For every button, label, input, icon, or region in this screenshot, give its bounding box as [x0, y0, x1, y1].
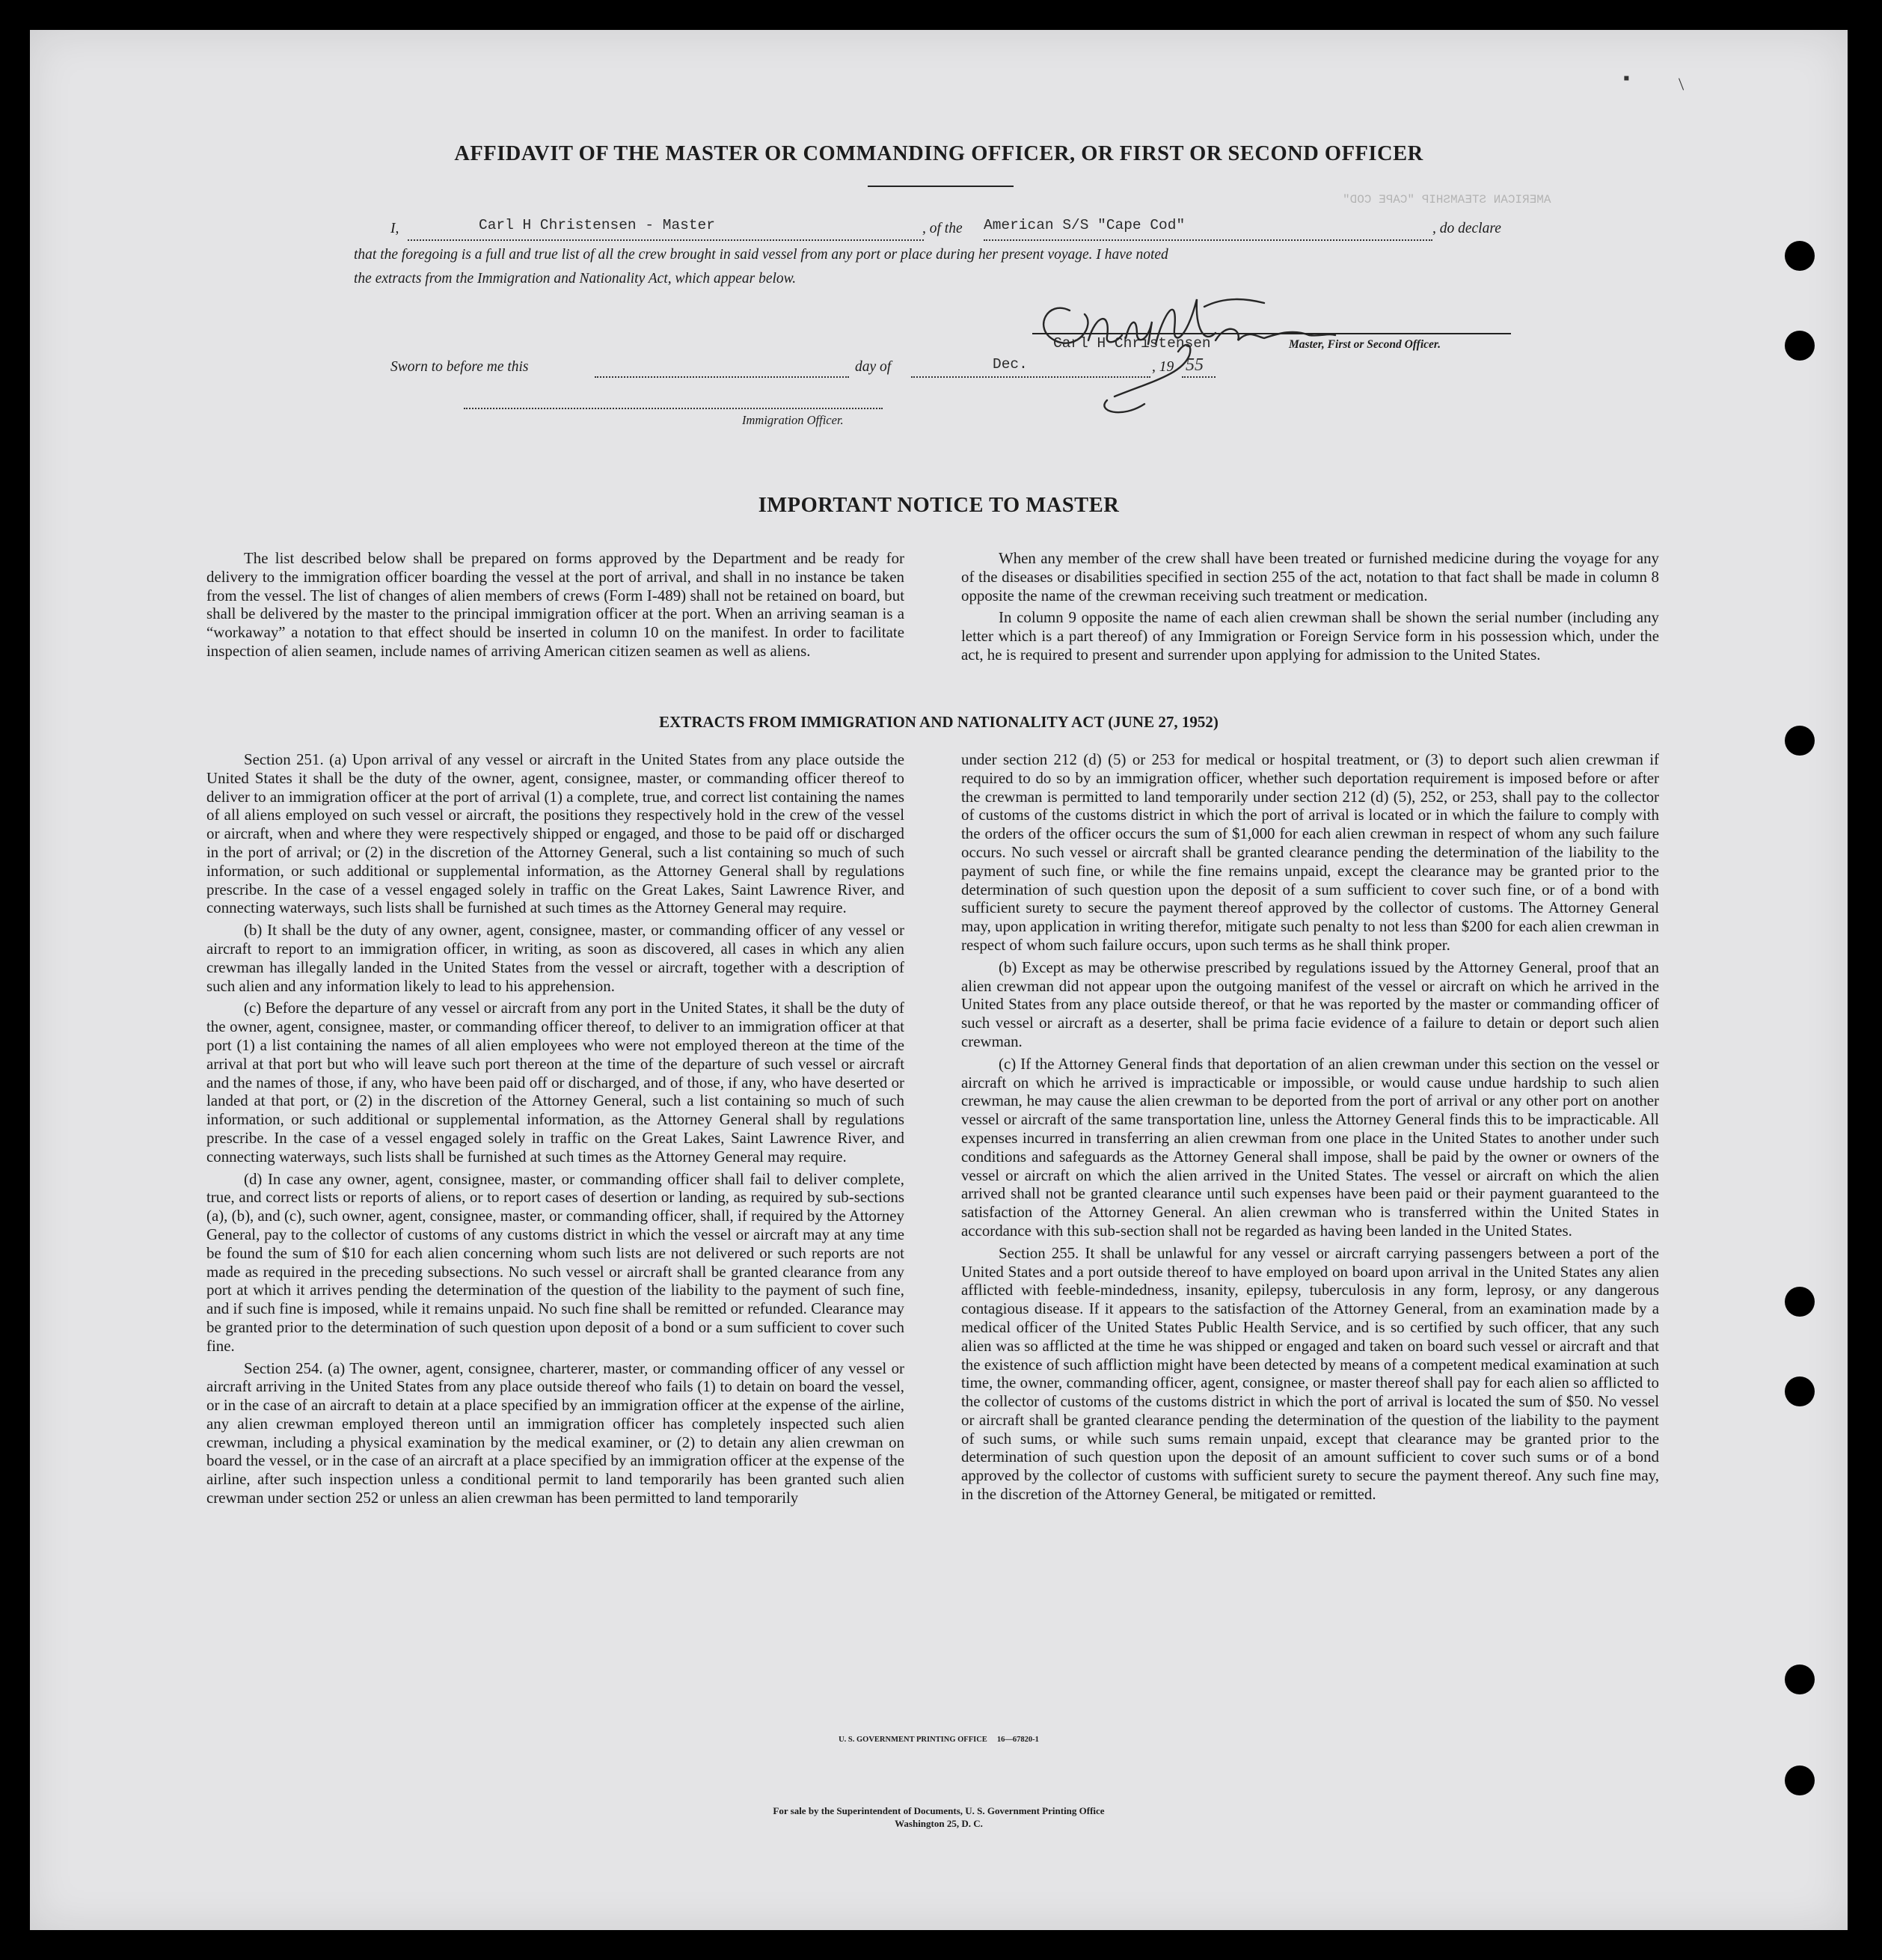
binder-hole-icon: [1785, 1765, 1815, 1795]
binder-hole-icon: [1785, 1665, 1815, 1694]
notice-left-paragraph: The list described below shall be prepared on forms approved by the Department and be ready for delivery to the immigration officer boarding the vessel at the port of arrival, and shall in no instance be taken from the vessel. The list of changes of alien members of crews (Form I-489) shall not be retained on board, but shall be delivered by the master to the principal immigration officer at the port. When an arriving seaman is a “workaway” a notation to that effect should be inserted in column 10 on the manifest. In order to facilitate inspection of alien seamen, include names of arriving American citizen seamen as well as aliens.: [206, 549, 904, 660]
sworn-day-underline: [595, 376, 849, 378]
immigration-officer-line: [464, 408, 883, 409]
notice-right-column: [961, 549, 1659, 668]
year-prefix: , 19: [1152, 359, 1174, 375]
notice-right-paragraph-2: In column 9 opposite the name of each alien crewman shall be shown the serial number (including any letter which is a part thereof) of any Immigration or Foreign Service form in his possession which, under the act, he is required to present and surrender upon applying for admission to the United States.: [961, 608, 1659, 664]
for-sale-line-1: For sale by the Superintendent of Documents, U. S. Government Printing Office: [773, 1805, 1105, 1816]
section-255: Section 255. It shall be unlawful for any vessel or aircraft carrying passengers between a port of the United States and a port outside thereof to have employed on board upon arrival in the United States any alien afflicted with feeble-mindedness, insanity, epilepsy, tuberculosis in any form, leprosy, or any dangerous contagious disease. If it appears to the satisfaction of the Attorney General, from an examination made by a medical officer of the United States Public Health Service, and is so certified by such officer, that any such alien was so afflicted at the time he was shipped or engaged and taken on board such vessel or aircraft and that the existence of such affliction might have been detected by means of a competent medical examination at such time, the owner, commanding officer, agent, consignee, or master thereof shall pay for each alien so afflicted to the collector of customs of the customs district in which the port of arrival is located the sum of $50. No vessel or aircraft shall be granted clearance pending the determination of the question of the liability to the payment of such sums, or while such sums remain unpaid, except that clearance may be granted prior to the determination of such question upon the deposit of an amount sufficient to cover such sums or of a bond approved by the collector of customs with sufficient surety to secure the payment thereof. Any such fine may, in the discretion of the Attorney General, be mitigated or remitted.: [961, 1243, 1659, 1504]
of-the-label: , of the: [922, 221, 963, 236]
bleed-through-text: AMERICAN STEAMSHIP "CAPE COD": [1343, 193, 1551, 206]
extracts-title: EXTRACTS FROM IMMIGRATION AND NATIONALITY ACT (JUNE 27, 1952): [659, 713, 1219, 731]
month-underline: [911, 376, 1150, 378]
section-254a: Section 254. (a) The owner, agent, consignee, charterer, master, or commanding officer of any vessel or aircraft arriving in the United States from any place outside thereof who fails (1) to detain on board the vessel, or in the case of an aircraft to detain at a place specified by an immigration officer at the expense of the airline, any alien crewman employed thereon until an immigration officer has completely inspected such alien crewman, including a physical examination by the medical examiner, or (2) to detain any alien crewman on board the vessel, or in the case of an aircraft at a place specified by an immigration officer at the expense of the airline, after such inspection unless a conditional permit to land temporarily has been granted such alien crewman under section 252 or unless an alien crewman has been permitted to land temporarily: [206, 1359, 904, 1507]
affidavit-title: AFFIDAVIT OF THE MASTER OR COMMANDING OFFICER, OR FIRST OR SECOND OFFICER: [454, 142, 1423, 165]
officer-name-field: Carl H Christensen - Master: [479, 217, 715, 233]
signature-typed-name: Carl H Christensen: [1053, 335, 1211, 352]
notice-title: IMPORTANT NOTICE TO MASTER: [758, 494, 1120, 517]
for-sale-notice: [30, 1804, 1848, 1830]
section-254c: (c) If the Attorney General finds that deportation of an alien crewman under this section on the vessel or aircraft on which he arrived is impracticable or impossible, or would cause undue hardship to such alien crewman, he may cause the alien crewman to be deported from the port of arrival or any other port on another vessel or aircraft of the same transportation line, unless the Attorney General finds this to be impracticable. All expenses incurred in transferring an alien crewman from one place in the United States to another under such conditions and safeguards as the Attorney General shall impose, shall be paid by the owner or owners of the vessel or aircraft on which the alien arrived in the United States. The vessel or aircraft on which the alien arrived shall not be granted clearance until such expenses have been paid or their payment guaranteed to the satisfaction of the Attorney General. An alien crewman who is transferred within the United States in accordance with this sub-section shall not be regarded as having been landed in the United States.: [961, 1054, 1659, 1240]
section-251d: (d) In case any owner, agent, consignee, master, or commanding officer shall fail to deliver complete, true, and correct lists or reports of aliens, or to report cases of desertion or landing, as required by sub-sections (a), (b), and (c), such owner, agent, consignee, master, or commanding officer, shall, if required by the Attorney General, pay to the collector of customs of any customs district in which the vessel or aircraft may at any time be found the sum of $10 for each alien concerning whom such lists are not delivered or such reports are not made as required in the preceding subsections. No such vessel or aircraft shall be granted clearance from any port at which it arrives pending the determination of the question of the liability to the payment of such fine, and if such fine is imposed, while it remains unpaid. No such fine shall be remitted or refunded. Clearance may be granted prior to the determination of such question upon deposit of a bond or a sum sufficient to cover such fine.: [206, 1169, 904, 1355]
section-251b: (b) It shall be the duty of any owner, agent, consignee, master, or commanding officer of any vessel or aircraft to report to an immigration officer, in writing, as soon as discovered, all cases in which any alien crewman has illegally landed in the United States from the vessel or aircraft, together with a description of such alien and any information likely to lead to his apprehension.: [206, 921, 904, 995]
section-254a-continued: under section 212 (d) (5) or 253 for medical or hospital treatment, or (3) to deport such alien crewman if required to do so by an immigration officer, whether such deportation requirement is imposed before or after the crewman is permitted to land temporarily under section 212 (d) (5), 252, or 253, shall pay to the collector of customs of the customs district in which the port of arrival is located or in which the failure to comply with the orders of the officer occurs the sum of $1,000 for each alien crewman in respect of whom any such failure occurs. No such vessel or aircraft shall be granted clearance pending the determination of the liability to the payment of such fine, or while the fine remains unpaid, except the clearance may be granted prior to the determination of such question upon the deposit of a sum sufficient to cover such fine, or of a bond with sufficient surety to secure the payment thereof approved by the collector of customs. The Attorney General may, upon application in writing therefor, mitigate such penalty to not less than $200 for each alien crewman in respect of whom such failure occurs, upon such terms as he shall think proper.: [961, 750, 1659, 954]
extracts-right-column: [961, 750, 1659, 1507]
binder-hole-icon: [1785, 1287, 1815, 1317]
vessel-underline: [984, 239, 1432, 241]
binder-hole-icon: [1785, 1376, 1815, 1406]
do-declare-label: , do declare: [1432, 221, 1501, 236]
year-underline: [1182, 376, 1216, 378]
scan-mark: /: [1673, 76, 1690, 94]
extracts-left-column: [206, 750, 904, 1511]
declaration-line-1: that the foregoing is a full and true list of all the crew brought in said vessel from any port or place during her present voyage. I have noted: [354, 247, 1168, 263]
for-sale-line-2: Washington 25, D. C.: [895, 1818, 983, 1829]
printing-office-line: U. S. GOVERNMENT PRINTING OFFICE 16—67820-1: [839, 1736, 1039, 1744]
title-rule: [868, 186, 1014, 187]
vessel-name-field: American S/S "Cape Cod": [984, 217, 1186, 233]
sworn-label: Sworn to before me this: [390, 359, 529, 375]
year-field: 55: [1186, 355, 1204, 375]
section-251c: (c) Before the departure of any vessel or aircraft from any port in the United States, it shall be the duty of the owner, agent, consignee, master, or commanding officer thereof, to deliver to an immigration officer at that port (1) a list containing the names of all alien employees who were not employed thereon at the time of the arrival at that port but who will leave such port thereon at the time of the departure of such vessel or aircraft and the names of those, if any, who have been paid off or discharged, and of those, if any, who have deserted or landed at that port, or (2) in the discretion of the Attorney General, such a list containing so much of such information, or such additional or supplemental information, as the Attorney General shall by regulations prescribe. In the case of a vessel engaged solely in traffic on the Great Lakes, Saint Lawrence River, and connecting waterways, such lists shall be furnished at such times as the Attorney General may require.: [206, 999, 904, 1166]
signature-line: [1032, 333, 1511, 334]
immigration-officer-label: Immigration Officer.: [742, 413, 844, 427]
section-254b: (b) Except as may be otherwise prescribed by regulations issued by the Attorney General, proof that an alien crewman did not appear upon the outgoing manifest of the vessel or aircraft on which he arrived in the United States from any place outside thereof, or that he was reported by the master or commanding officer of such vessel or aircraft as a deserter, shall be prima facie evidence of a failure to detain or deport such alien crewman.: [961, 958, 1659, 1050]
notice-left-column: [206, 549, 904, 664]
binder-hole-icon: [1785, 331, 1815, 361]
scan-mark: ▪: [1623, 69, 1630, 88]
section-251a: Section 251. (a) Upon arrival of any vessel or aircraft in the United States from any place outside the United States it shall be the duty of the owner, agent, consignee, master, or commanding officer thereof to deliver to an immigration officer at the port of arrival (1) a complete, true, and correct list containing the names of all aliens employed on such vessel or aircraft, the positions they respectively hold in the crew of the vessel or aircraft, when and where they were respectively shipped or engaged, and those to be paid off or discharged in the port of arrival; or (2) in the discretion of the Attorney General, such a list containing so much of such information, or such additional or supplemental information, as the Attorney General shall by regulations prescribe. In the case of a vessel engaged solely in traffic on the Great Lakes, Saint Lawrence River, and connecting waterways, such lists shall be furnished at such times as the Attorney General may require.: [206, 750, 904, 917]
month-field: Dec.: [993, 356, 1028, 373]
i-label: I,: [390, 221, 399, 236]
binder-hole-icon: [1785, 241, 1815, 271]
notice-right-paragraph-1: When any member of the crew shall have been treated or furnished medicine during the voyage for any of the diseases or disabilities specified in section 255 of the act, notation to that fact shall be made in column 8 opposite the name of the crewman receiving such treatment or medication.: [961, 549, 1659, 604]
name-underline: [408, 239, 924, 241]
declaration-line-2: the extracts from the Immigration and Nationality Act, which appear below.: [354, 271, 797, 287]
day-of-label: day of: [855, 359, 892, 375]
document-page: [30, 30, 1848, 1930]
signature-title-label: Master, First or Second Officer.: [1289, 338, 1441, 351]
